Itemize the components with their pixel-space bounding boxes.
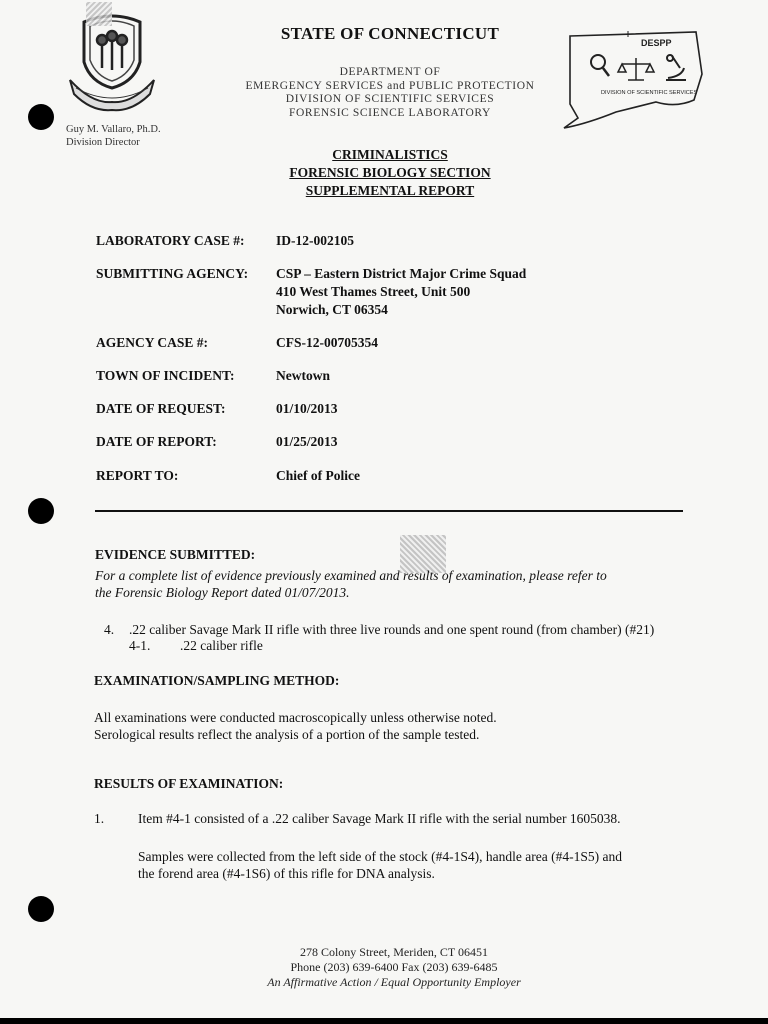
- divider: [95, 510, 683, 512]
- logo-top-text: DESPP: [641, 38, 672, 48]
- department-line: DEPARTMENT OF: [339, 66, 441, 78]
- results-item-number: 1.: [94, 811, 105, 826]
- agency-label: SUBMITTING AGENCY:: [96, 266, 249, 281]
- report-to-label: REPORT TO:: [96, 468, 179, 483]
- section-titles: [0, 146, 768, 200]
- section-title-supplemental-report: SUPPLEMENTAL REPORT: [305, 183, 475, 198]
- lab-case-value: ID-12-002105: [276, 233, 354, 248]
- department-line: FORENSIC SCIENCE LABORATORY: [289, 106, 491, 119]
- results-item-text: Item #4-1 consisted of a .22 caliber Savage Mark II rifle with the serial number 1605038.: [138, 811, 621, 826]
- director-title: Division Director: [66, 137, 140, 148]
- punch-hole-middle: [28, 498, 54, 524]
- lab-case-label: LABORATORY CASE #:: [96, 233, 245, 248]
- date-report-label: DATE OF REPORT:: [96, 434, 217, 449]
- despp-logo: [556, 28, 706, 134]
- town-label: TOWN OF INCIDENT:: [96, 368, 235, 383]
- scan-edge: [0, 1018, 768, 1024]
- evidence-subitem-text: .22 caliber rifle: [180, 638, 263, 653]
- logo-bottom-text: DIVISION OF SCIENTIFIC SERVICES: [601, 90, 698, 96]
- footer-phone: Phone (203) 639-6400 Fax (203) 639-6485: [290, 960, 498, 974]
- magnifier-icon: [591, 55, 609, 76]
- evidence-note-line: the Forensic Biology Report dated 01/07/2013.: [95, 585, 350, 600]
- date-report-value: 01/25/2013: [276, 434, 338, 449]
- scales-icon: [618, 58, 654, 80]
- agency-line: CSP – Eastern District Major Crime Squad: [276, 266, 527, 281]
- agency-case-label: AGENCY CASE #:: [96, 335, 209, 350]
- scan-noise-mark: [86, 2, 112, 26]
- department-line: DIVISION OF SCIENTIFIC SERVICES: [285, 93, 495, 105]
- footer: [0, 945, 768, 990]
- evidence-note-line: For a complete list of evidence previously examined and results of examination, please refer to: [95, 568, 607, 583]
- department-line: EMERGENCY SERVICES and PUBLIC PROTECTION: [245, 79, 535, 92]
- method-line: Serological results reflect the analysis of a portion of the sample tested.: [94, 727, 480, 742]
- method-heading: EXAMINATION/SAMPLING METHOD:: [94, 673, 340, 688]
- report-to-value: Chief of Police: [276, 468, 360, 483]
- date-request-label: DATE OF REQUEST:: [96, 401, 226, 416]
- footer-tagline: An Affirmative Action / Equal Opportunity Employer: [267, 975, 521, 989]
- evidence-subitem-number: 4-1.: [129, 638, 151, 653]
- results-samples-line: the forend area (#4-1S6) of this rifle for DNA analysis.: [138, 866, 435, 881]
- results-heading: RESULTS OF EXAMINATION:: [94, 776, 284, 791]
- agency-value: [276, 265, 526, 319]
- footer-address: 278 Colony Street, Meriden, CT 06451: [299, 945, 489, 959]
- method-line: All examinations were conducted macroscopically unless otherwise noted.: [94, 710, 497, 725]
- punch-hole-bottom: [28, 896, 54, 922]
- agency-line: 410 West Thames Street, Unit 500: [276, 284, 471, 299]
- section-title-forensic-biology: FORENSIC BIOLOGY SECTION: [289, 165, 491, 180]
- agency-case-value: CFS-12-00705354: [276, 335, 378, 350]
- agency-line: Norwich, CT 06354: [276, 302, 388, 317]
- results-samples-line: Samples were collected from the left side of the stock (#4-1S4), handle area (#4-1S5) and: [138, 849, 622, 864]
- town-value: Newtown: [276, 368, 330, 383]
- microscope-icon: [666, 55, 686, 80]
- director-name: Guy M. Vallaro, Ph.D.: [66, 124, 161, 135]
- date-request-value: 01/10/2013: [276, 401, 338, 416]
- state-title: STATE OF CONNECTICUT: [280, 24, 500, 43]
- evidence-item-text: .22 caliber Savage Mark II rifle with three live rounds and one spent round (from chamber) (#21): [129, 622, 655, 637]
- section-title-criminalistics: CRIMINALISTICS: [332, 147, 448, 162]
- evidence-heading: EVIDENCE SUBMITTED:: [95, 547, 256, 562]
- evidence-item-number: 4.: [104, 622, 115, 637]
